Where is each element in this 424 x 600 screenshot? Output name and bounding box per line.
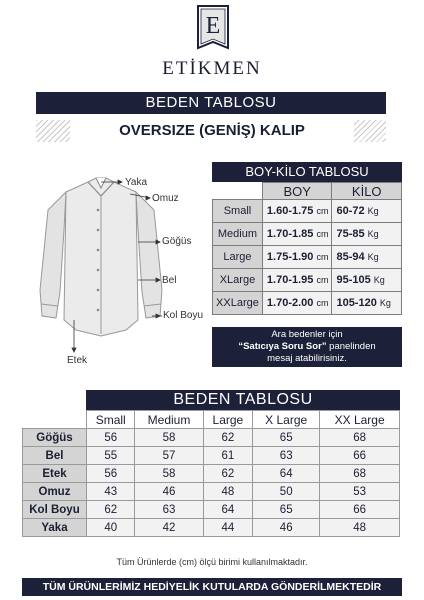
size-label: Medium xyxy=(213,223,263,246)
table-row xyxy=(23,447,400,465)
table-cell: 58 xyxy=(135,429,203,447)
table-cell: 48 xyxy=(203,483,252,501)
table-row xyxy=(23,483,400,501)
table-row xyxy=(213,246,402,269)
row-label: Omuz xyxy=(23,483,87,501)
kilo-value: 105-120 Kg xyxy=(332,292,402,315)
label-omuz: Omuz xyxy=(152,193,179,204)
size-label: XLarge xyxy=(213,269,263,292)
table-cell: 42 xyxy=(135,519,203,537)
table-cell: 43 xyxy=(87,483,135,501)
table-cell: 68 xyxy=(320,429,400,447)
table-cell: 66 xyxy=(320,501,400,519)
table-cell: 61 xyxy=(203,447,252,465)
table-cell: 63 xyxy=(135,501,203,519)
size-label: XXLarge xyxy=(213,292,263,315)
table-cell: 65 xyxy=(253,429,320,447)
boy-kilo-title: BOY-KİLO TABLOSU xyxy=(212,162,402,182)
page-title: BEDEN TABLOSU xyxy=(36,92,386,114)
label-bel: Bel xyxy=(162,275,177,286)
table-cell: 63 xyxy=(253,447,320,465)
kilo-column-header: KİLO xyxy=(332,183,402,200)
table-cell: 62 xyxy=(87,501,135,519)
table-row xyxy=(213,200,402,223)
column-header: Small xyxy=(87,411,135,429)
table-cell: 64 xyxy=(253,465,320,483)
kilo-value: 60-72 Kg xyxy=(332,200,402,223)
column-header: XX Large xyxy=(320,411,400,429)
column-header: Large xyxy=(203,411,252,429)
unit-footnote: Tüm Ürünlerde (cm) ölçü birimi kullanılmaktadır. xyxy=(116,557,308,567)
gift-box-banner: TÜM ÜRÜNLERİMİZ HEDİYELİK KUTULARDA GÖNDERİLMEKTEDİR xyxy=(22,578,402,596)
kilo-value: 75-85 Kg xyxy=(332,223,402,246)
table-row xyxy=(23,429,400,447)
in-between-sizes-note xyxy=(212,327,402,367)
note-highlight: “Satıcıya Soru Sor” xyxy=(238,341,327,352)
table-cell: 53 xyxy=(320,483,400,501)
label-yaka: Yaka xyxy=(125,177,148,188)
row-label: Yaka xyxy=(23,519,87,537)
shirt-diagram xyxy=(26,170,226,375)
kilo-value: 85-94 Kg xyxy=(332,246,402,269)
boy-value: 1.70-1.85 cm xyxy=(262,223,332,246)
table-cell: 46 xyxy=(135,483,203,501)
table-row xyxy=(23,465,400,483)
table-cell: 56 xyxy=(87,465,135,483)
size-table-header-row xyxy=(23,411,400,429)
table-row xyxy=(213,223,402,246)
brand-logo-icon xyxy=(196,4,230,50)
table-cell: 62 xyxy=(203,429,252,447)
table-cell: 64 xyxy=(203,501,252,519)
column-header: Medium xyxy=(135,411,203,429)
label-kol-boyu: Kol Boyu xyxy=(163,310,204,321)
table-cell: 40 xyxy=(87,519,135,537)
logo-letter: E xyxy=(205,13,221,39)
note-line-1: Ara bedenler için xyxy=(271,329,343,340)
boy-value: 1.60-1.75 cm xyxy=(262,200,332,223)
boy-kilo-table xyxy=(212,182,402,315)
fit-subtitle: OVERSIZE (GENİŞ) KALIP xyxy=(70,120,354,142)
table-cell: 44 xyxy=(203,519,252,537)
row-label: Bel xyxy=(23,447,87,465)
row-label: Etek xyxy=(23,465,87,483)
table-cell: 50 xyxy=(253,483,320,501)
note-line-2: panelinden xyxy=(326,341,376,352)
table-row xyxy=(23,519,400,537)
table-cell: 46 xyxy=(253,519,320,537)
table-cell: 65 xyxy=(253,501,320,519)
kilo-value: 95-105 Kg xyxy=(332,269,402,292)
size-table xyxy=(22,410,400,537)
label-etek: Etek xyxy=(67,355,88,366)
table-cell: 58 xyxy=(135,465,203,483)
row-label: Kol Boyu xyxy=(23,501,87,519)
table-cell: 56 xyxy=(87,429,135,447)
boy-column-header: BOY xyxy=(262,183,332,200)
table-row xyxy=(213,269,402,292)
table-cell: 48 xyxy=(320,519,400,537)
table-cell: 66 xyxy=(320,447,400,465)
size-label: Small xyxy=(213,200,263,223)
label-gogus: Göğüs xyxy=(162,236,192,247)
table-cell: 57 xyxy=(135,447,203,465)
column-header: X Large xyxy=(253,411,320,429)
table-cell: 62 xyxy=(203,465,252,483)
size-label: Large xyxy=(213,246,263,269)
table-cell: 55 xyxy=(87,447,135,465)
boy-value: 1.70-1.95 cm xyxy=(262,269,332,292)
boy-value: 1.75-1.90 cm xyxy=(262,246,332,269)
table-cell: 68 xyxy=(320,465,400,483)
size-table-title: BEDEN TABLOSU xyxy=(86,390,400,410)
table-row xyxy=(213,292,402,315)
brand-name: ETİKMEN xyxy=(162,58,262,79)
row-label: Göğüs xyxy=(23,429,87,447)
boy-value: 1.70-2.00 cm xyxy=(262,292,332,315)
note-line-3: mesaj atabilirisiniz. xyxy=(267,353,347,364)
table-row xyxy=(23,501,400,519)
